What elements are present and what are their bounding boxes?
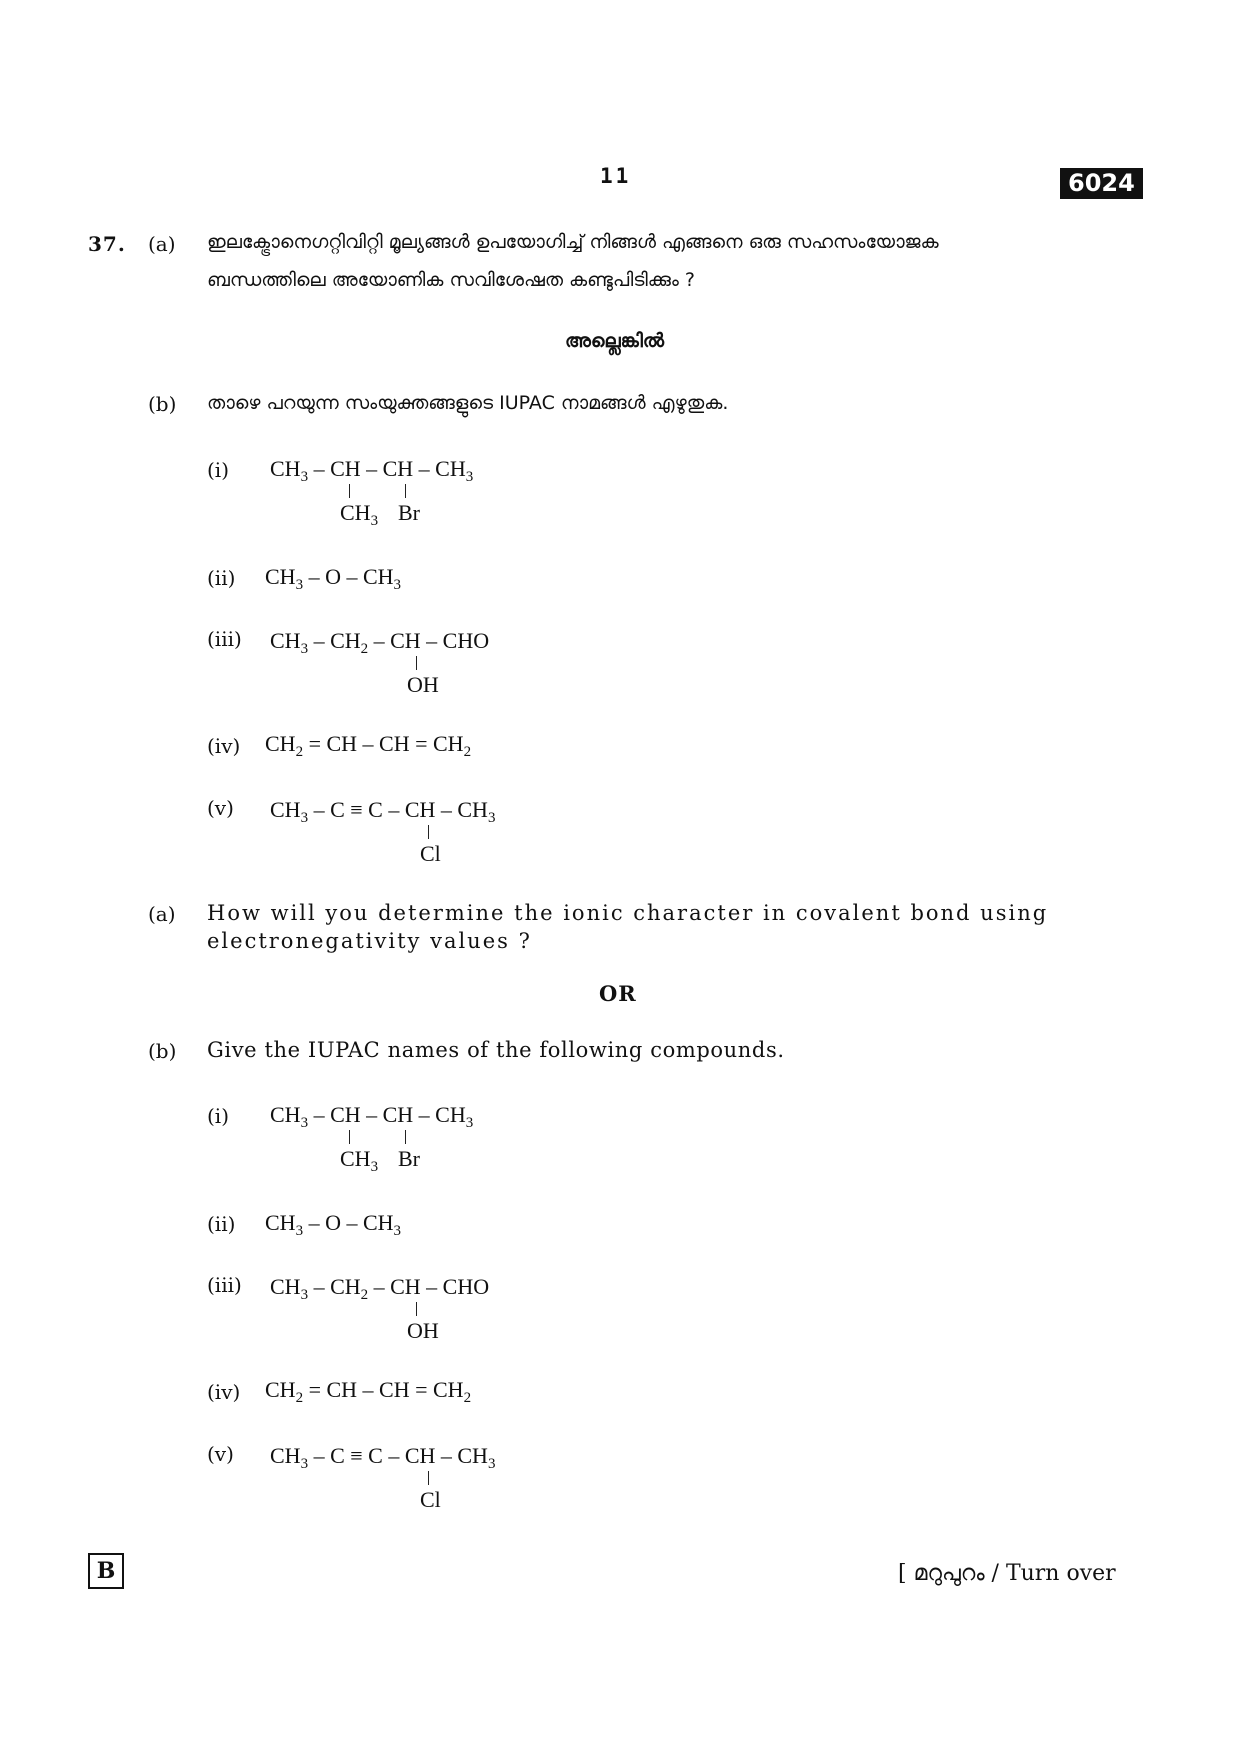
compound-label: (ii) [207,1212,236,1236]
turn-over-label: [ മറുപുറം / Turn over [898,1561,1116,1586]
compound-formula: $CH_3 - C \equiv C$ – CH – $CH_3$ [270,797,496,826]
bond-line [428,825,429,839]
compound-formula: $CH_2$ = CH – CH = $CH_2$ [265,1377,472,1406]
substituent: Cl [420,1487,441,1512]
substituent: Cl [420,841,441,866]
substituent: $CH_3$ [340,1146,379,1175]
part-a-label-en: (a) [148,902,176,926]
compound-label: (iii) [207,1273,242,1297]
part-a-label-ml: (a) [148,232,176,256]
bond-line [416,656,417,670]
substituent: OH [407,672,439,697]
substituent: OH [407,1318,439,1343]
page-number: 11 [600,164,632,188]
or-separator-ml: അല്ലെങ്കിൽ [565,330,665,352]
substituent: Br [398,500,420,525]
question-number: 37. [88,232,126,256]
part-b-text-ml: താഴെ പറയുന്ന സംയുക്തങ്ങളുടെ IUPAC നാമങ്ങൾ എഴുതുക. [207,392,729,414]
compound-formula: $CH_3 - C \equiv C$ – CH – $CH_3$ [270,1443,496,1472]
bond-line [428,1471,429,1485]
compound-formula: $CH_3$ – CH – CH – $CH_3$ [270,1102,474,1131]
compound-label: (v) [207,796,234,820]
paper-code-badge: 6024 [1060,168,1143,199]
compound-label: (ii) [207,566,236,590]
booklet-code-box: B [88,1553,124,1589]
compound-formula: $CH_3$ – CH – CH – $CH_3$ [270,456,474,485]
compound-label: (iii) [207,627,242,651]
part-a-text-en-line1: How will you determine the ionic character in covalent bond using [207,901,1049,925]
compound-label: (v) [207,1442,234,1466]
compound-formula: $CH_3$ – O – $CH_3$ [265,564,402,593]
bond-line [405,484,406,498]
bond-line [416,1302,417,1316]
compound-label: (i) [207,458,230,482]
compound-label: (i) [207,1104,230,1128]
bond-line [349,1130,350,1144]
substituent: Br [398,1146,420,1171]
substituent: $CH_3$ [340,500,379,529]
compound-formula: $CH_3 - CH_2$ – CH – CHO [270,1274,490,1303]
compound-formula: $CH_3$ – O – $CH_3$ [265,1210,402,1239]
compound-label: (iv) [207,1380,241,1404]
part-a-text-en-line2: electronegativity values ? [207,929,532,953]
or-separator-en: OR [599,981,637,1006]
part-b-text-en: Give the IUPAC names of the following compounds. [207,1038,785,1062]
part-b-label-ml: (b) [148,392,177,416]
bond-line [405,1130,406,1144]
bond-line [349,484,350,498]
part-b-label-en: (b) [148,1039,177,1063]
part-a-text-ml-line2: ബന്ധത്തിലെ അയോണിക സവിശേഷത കണ്ടുപിടിക്കും ? [207,269,695,291]
compound-label: (iv) [207,734,241,758]
compound-formula: $CH_3 - CH_2$ – CH – CHO [270,628,490,657]
compound-formula: $CH_2$ = CH – CH = $CH_2$ [265,731,472,760]
part-a-text-ml-line1: ഇലക്ട്രോനെഗറ്റിവിറ്റി മൂല്യങ്ങൾ ഉപയോഗിച്ച് നിങ്ങൾ എങ്ങനെ ഒരു സഹസംയോജക [207,231,939,253]
